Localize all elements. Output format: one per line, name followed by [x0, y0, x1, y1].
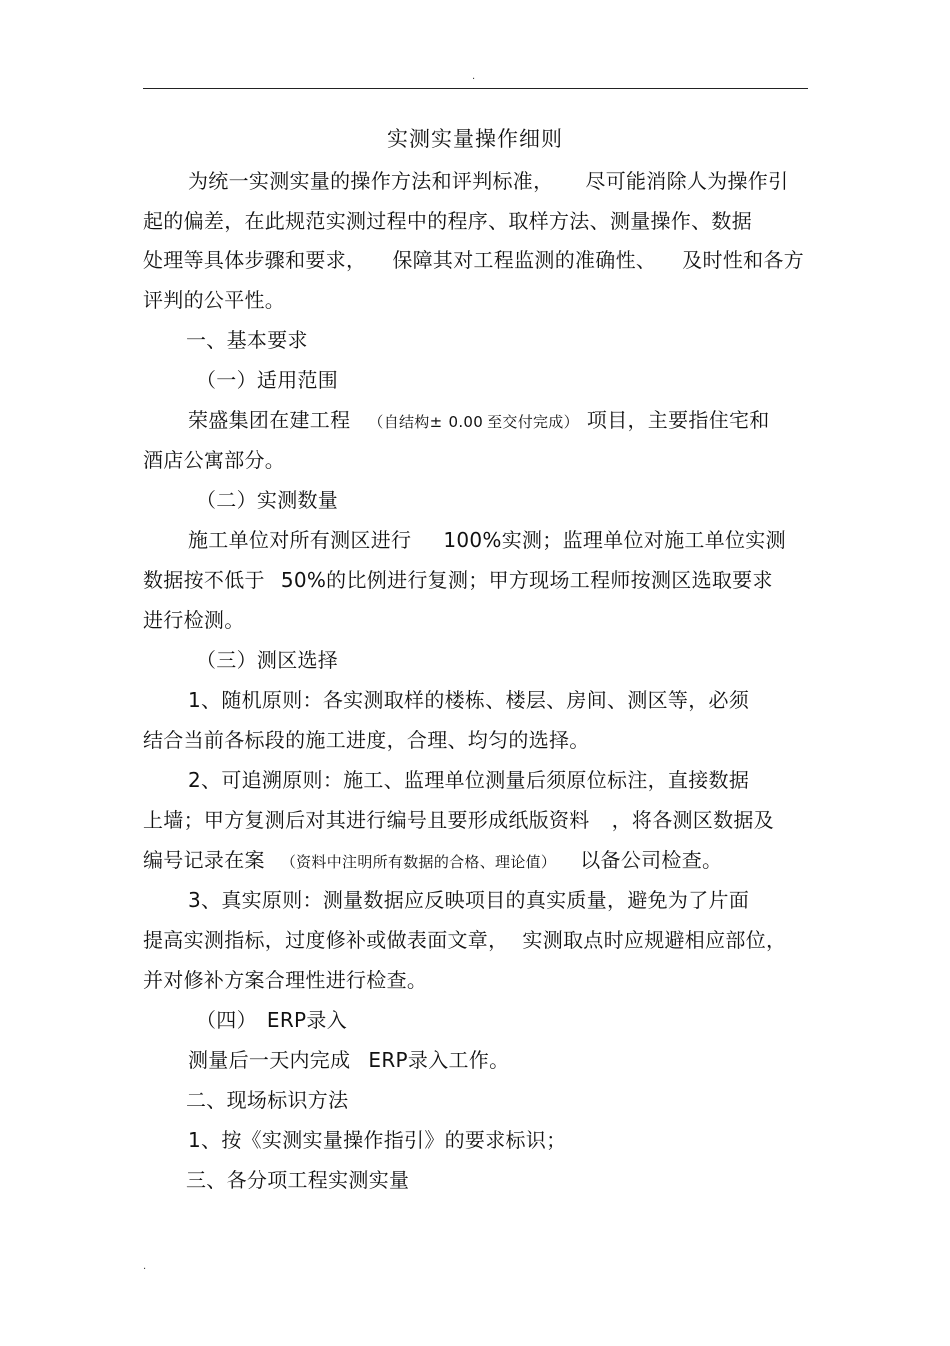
document-title: 实测实量操作细则 — [387, 127, 563, 151]
section-heading-1: 一、基本要求 — [186, 328, 308, 352]
quantity-line-2 — [143, 565, 773, 595]
footer-mark: . — [143, 1261, 147, 1272]
marking-line-1: 1、按《实测实量操作指引》的要求标识； — [188, 1128, 567, 1152]
scope-note: 至交付完成） — [487, 413, 579, 431]
principle-3-line-2 — [143, 925, 786, 955]
principle-text: ，将各测区数据及 — [611, 808, 775, 832]
principle-text: 编号记录在案 — [143, 848, 265, 872]
principle-note: （资料中注明所有数据的合格、理论值） — [280, 853, 557, 871]
scope-text: 荣盛集团在建工程 — [188, 408, 351, 432]
subsection-heading-1: （一）适用范围 — [196, 368, 339, 392]
principle-1-line-2: 结合当前各标段的施工进度，合理、均匀的选择。 — [143, 728, 590, 752]
scope-line-2: 酒店公寓部分。 — [143, 448, 286, 472]
quantity-text: 施工单位对所有测区进行 — [188, 528, 412, 552]
intro-line-2: 起的偏差，在此规范实测过程中的程序、取样方法、测量操作、数据 — [143, 209, 752, 233]
principle-2-line-1: 2、可追溯原则：施工、监理单位测量后须原位标注，直接数据 — [188, 768, 750, 792]
subsection-number: （四） — [196, 1008, 257, 1032]
scope-note-value: 0.00 — [448, 413, 484, 431]
scope-line-1 — [188, 405, 770, 437]
intro-line-3 — [143, 245, 804, 275]
quantity-line-1 — [188, 525, 786, 555]
section-heading-3: 三、各分项工程实测实量 — [186, 1168, 410, 1192]
erp-line-1 — [188, 1045, 509, 1075]
header-mark: . — [472, 71, 476, 82]
erp-text: ERP录入工作。 — [368, 1048, 510, 1072]
scope-note: （自结构± — [368, 413, 443, 431]
scope-text: 项目，主要指住宅和 — [586, 408, 770, 432]
subsection-title: ERP录入 — [266, 1008, 347, 1032]
principle-1-line-1: 1、随机原则：各实测取样的楼栋、楼层、房间、测区等，必须 — [188, 688, 750, 712]
intro-text: 及时性和各方 — [682, 248, 805, 272]
intro-text: 处理等具体步骤和要求， — [143, 248, 367, 272]
intro-text: 保障其对工程监测的准确性、 — [392, 248, 657, 272]
principle-text: 以备公司检查。 — [580, 848, 723, 872]
principle-2-line-3 — [143, 845, 722, 877]
intro-text: 尽可能消除人为操作引 — [585, 169, 789, 193]
quantity-line-3: 进行检测。 — [143, 608, 245, 632]
quantity-text: 100%实测；监理单位对施工单位实测 — [443, 528, 786, 552]
intro-line-4: 评判的公平性。 — [143, 288, 286, 312]
subsection-heading-2: （二）实测数量 — [196, 488, 339, 512]
intro-line-1 — [188, 166, 788, 196]
quantity-text: 数据按不低于 — [143, 568, 265, 592]
principle-2-line-2 — [143, 805, 774, 835]
erp-text: 测量后一天内完成 — [188, 1048, 351, 1072]
principle-text: 上墙；甲方复测后对其进行编号且要形成纸版资料 — [143, 808, 590, 832]
subsection-heading-4 — [196, 1005, 347, 1035]
principle-text: 提高实测指标，过度修补或做表面文章， — [143, 928, 509, 952]
intro-text: 为统一实测实量的操作方法和评判标准， — [188, 169, 554, 193]
quantity-text: 50%的比例进行复测；甲方现场工程师按测区选取要求 — [280, 568, 773, 592]
subsection-heading-3: （三）测区选择 — [196, 648, 339, 672]
header-rule — [143, 88, 808, 89]
section-heading-2: 二、现场标识方法 — [186, 1088, 349, 1112]
principle-3-line-1: 3、真实原则：测量数据应反映项目的真实质量，避免为了片面 — [188, 888, 750, 912]
principle-text: 实测取点时应规避相应部位， — [522, 928, 787, 952]
principle-3-line-3: 并对修补方案合理性进行检查。 — [143, 968, 428, 992]
